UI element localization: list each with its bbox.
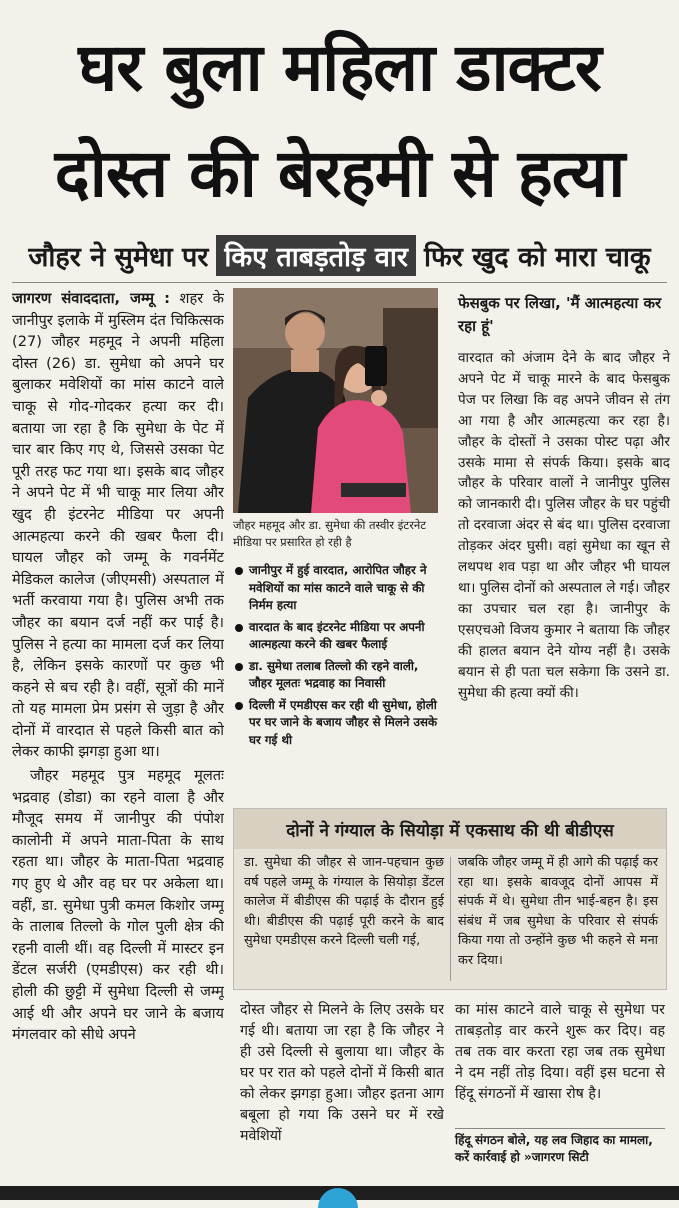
bottom-middle-column: दोस्त जौहर से मिलने के लिए उसके घर गई थी। बताया जा रहा है कि जौहर ने ही उसे दिल्ली से बुलाया था। जौहर के घर पर रात को पहले दोनों में किसी बात को लेकर झगड़ा हुआ। जौहर इतना आग बबूला हो गया कि उसने घर में रखे मवेशियों [240,1002,444,1144]
sidebar-box [233,808,667,990]
left-column [12,288,224,1188]
subhead-left: जौहर ने सुमेधा पर [28,241,209,273]
headline-line-1: घर बुला महिला डाक्टर [78,29,601,106]
box-right-text: जबकि जौहर जम्मू में ही आगे की पढ़ाई कर रहा था। इसके बावजूद दोनों आपस में संपर्क में थे। सुमेधा तीन भाई-बहन है। इस संबंध में जब सुमेधा के परिवार से संपर्क किया गया तो उन्होंने कुछ भी कहने से मना कर दिया। [458,855,658,968]
subheadline [0,232,679,278]
highlight-item: डा. सुमेधा तलाब तिल्लो की रहने वाली, जौहर मूलतः भद्रवाह का निवासी [233,658,441,693]
box-heading: दोनों ने गंग्याल के सियोड़ा में एकसाथ की थी बीडीएस [234,809,666,849]
byline: जागरण संवाददाता, जम्मू : [12,290,170,307]
right-column-body: वारदात को अंजाम देने के बाद जौहर ने अपने पेट में चाकू मारने के बाद फेसबुक पेज पर लिखा कि वह अपने जीवन से तंग आ गया है और आत्महत्या कर रहा है। जौहर के दोस्तों ने उसका पोस्ट पढ़ा और उसके मामा से संपर्क किया। इसके बाद जौहर के परिवार वालों ने जानीपुर पुलिस को जानकारी दी। पुलिस जौहर के घर पहुंची तो दरवाजा अंदर से बंद था। पुलिस दरवाजा तोड़कर अंदर घुसी। वहां सुमेधा का खून से लथपथ शव पड़ा था और जौहर भी घायल था। पुलिस दोनों को अस्पताल ले गई। जौहर का उपचार चल रहा है। जानीपुर के एसएचओ विजय कुमार ने बताया कि जौहर की हालत बयान देने योग्य नहीं है। उसके बयान से ही पता चल सकेगा कि उसने डा. सुमेधा की हत्या क्यों की। [458,350,670,701]
bottom-bar [0,1186,679,1200]
couple-photo [233,288,438,513]
left-para-1 [12,288,224,763]
highlight-item: वारदात के बाद इंटरनेट मीडिया पर अपनी आत्महत्या करने की खबर फैलाई [233,619,441,654]
subhead-right: फिर खुद को मारा चाकू [423,241,651,273]
right-column-heading: फेसबुक पर लिखा, 'मैं आत्महत्या कर रहा हूं' [458,294,662,335]
highlight-item: दिल्ली में एमडीएस कर रही थी सुमेधा, होली पर घर जाने के बजाय जौहर से मिलने उसके घर गई थी [233,697,441,750]
highlight-item: जानीपुर में हुई वारदात, आरोपित जौहर ने मवेशियों का मांस काटने वाले चाकू से की निर्मम हत्या [233,562,441,615]
box-left-text: डा. सुमेधा की जौहर से जान-पहचान कुछ वर्ष पहले जम्मू के गंग्याल के सियोड़ा डेंटल कालेज में बीडीएस की पढ़ाई के दौरान हुई थी। बीडीएस की पढ़ाई पूरी करने के बाद सुमेधा एमडीएस करने दिल्ली चली गई, [244,855,444,949]
headline-line-2: दोस्त की बेरहमी से हत्या [54,135,625,212]
bottom-right-column: का मांस काटने वाले चाकू से सुमेधा पर ताबड़तोड़ वार करने शुरू कर दिए। वह तब तक वार करता रहा जब तक सुमेधा ने दम नहीं तोड़ दिया। वहीं इस घटना से हिंदू संगठनों में खासा रोष है। [455,1002,665,1102]
left-para-1-text: शहर के जानीपुर इलाके में मुस्लिम दंत चिकित्सक (27) जौहर महमूद ने अपनी महिला दोस्त (26) डा. सुमेधा को अपने घर बुलाकर मवेशियों का मांस काटने वाले चाकू से गोद-गोदकर हत्या कर दी। बताया जा रहा है कि सुमेधा के पेट में चार बार किए गए थे, जिससे उसका पेट पूरी तरह फट गया था। इसके बाद जौहर ने अपने पेट में भी चाकू मार लिया और खुद ही इंटरनेट मीडिया पर अपनी आत्महत्या करने की खबर फैला दी। घायल जौहर को जम्मू के गवर्नमेंट मेडिकल कालेज (जीएमसी) अस्पताल में भर्ती करवाया गया है। पुलिस अभी तक जौहर का बयान दर्ज नहीं कर पाई है। पुलिस ने हत्या का मामला दर्ज कर लिया है, लेकिन इसके कारणों पर कुछ भी कहने से बच रही है। वहीं, सूत्रों की मानें तो यह मामला प्रेम प्रसंग से जुड़ा है और दोनों में वारदात से पहले किसी बात को लेकर काफी झगड़ा हुआ था। [12,290,224,761]
divider [12,282,667,283]
left-para-2: जौहर महमूद पुत्र महमूद मूलतः भद्रवाह (डोडा) का रहने वाला है और मौजूद समय में जानीपुर की पंपोश कालोनी में अपने माता-पिता के साथ रहता था। जौहर के माता-पिता भद्रवाह गए हुए थे और वह घर पर अकेला था। वहीं, डा. सुमेधा पुत्री कमल किशोर जम्मू के तालाब तिल्लो के गोल पुली क्षेत्र की रहनी वाली थीं। वह दिल्ली में मास्टर इन डेंटल सर्जरी (एमडीएस) कर रही थी। होली की छुट्टी में सुमेधा दिल्ली से जम्मू आई थी और अपने घर जाने के बजाय मंगलवार को सीधे अपने [12,767,224,1044]
subhead-boxed: किए ताबड़तोड़ वार [216,235,416,276]
highlights-list [233,562,441,753]
box-divider [450,857,451,981]
photo-caption: जौहर महमूद और डा. सुमेधा की तस्वीर इंटरनेट मीडिया पर प्रसारित हो रही है [233,518,427,549]
bottom-bar-indicator [318,1188,358,1208]
couple-photo-illustration [233,288,438,513]
tagline: हिंदू संगठन बोले, यह लव जिहाद का मामला, करें कार्रवाई हो »जागरण सिटी [455,1128,665,1166]
